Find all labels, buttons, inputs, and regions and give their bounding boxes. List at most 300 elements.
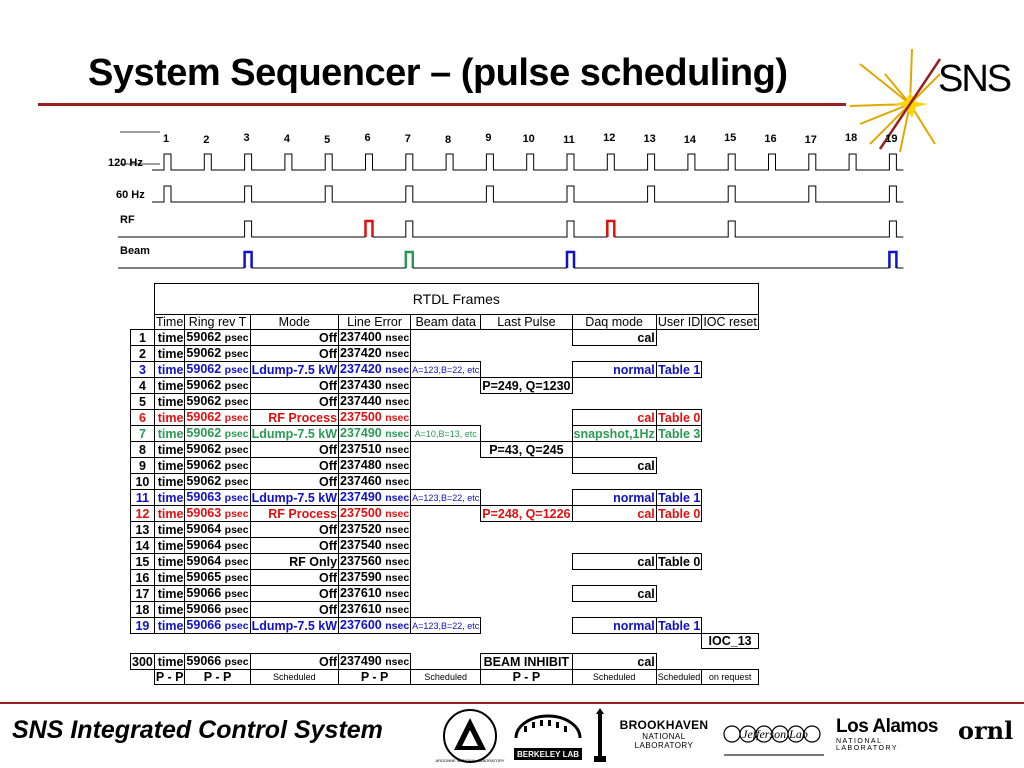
table-row: [131, 602, 759, 618]
daq-mode-cell: normal: [572, 618, 656, 634]
ring-rev-cell: [185, 554, 250, 570]
column-header: Mode: [250, 315, 338, 330]
unit: nsec: [385, 556, 410, 568]
beam-data-cell: [411, 554, 481, 570]
pulse-number-11: 11: [563, 134, 575, 146]
frame-number: 15: [131, 554, 155, 570]
mode-cell: Off: [250, 654, 338, 670]
line-error-cell: [339, 442, 411, 458]
unit: nsec: [385, 460, 410, 472]
line-error-cell: [339, 618, 411, 634]
line-error-cell: [339, 362, 411, 378]
line-value: 237490: [340, 426, 382, 440]
mode-cell: Off: [250, 570, 338, 586]
ring-value: 59063: [186, 506, 222, 520]
time-cell: time: [154, 362, 185, 378]
user-id-cell: [656, 442, 702, 458]
time-cell: time: [154, 602, 185, 618]
beam-data-cell: [411, 346, 481, 362]
last-pulse-cell: [481, 458, 572, 474]
pulse-3-3: [245, 252, 252, 268]
los-alamos-logo-title: Los Alamos: [836, 716, 938, 737]
line-value: 237480: [340, 458, 382, 472]
ring-value: 59062: [186, 474, 222, 488]
user-id-cell: [656, 378, 702, 394]
brookhaven-logo: [614, 718, 714, 758]
line-value: 237500: [340, 506, 382, 520]
table-row: [131, 490, 759, 506]
line-error-cell: [339, 554, 411, 570]
pulse-number-8: 8: [445, 134, 452, 146]
ioc-reset-cell: [702, 330, 759, 346]
timing-label-2: RF: [120, 214, 135, 226]
pulse-number-2: 2: [203, 134, 210, 146]
mode-cell: Off: [250, 442, 338, 458]
line-value: 237610: [340, 602, 382, 616]
beam-data-cell: A=10,B=13, etc: [411, 426, 481, 442]
unit: psec: [224, 396, 249, 408]
ring-value: 59062: [186, 346, 222, 360]
unit: psec: [224, 476, 249, 488]
table-row: [131, 654, 759, 670]
beam-data-cell: [411, 410, 481, 426]
berkeley-lab-logo-text: BERKELEY LAB: [516, 750, 580, 759]
user-id-cell: Table 1: [658, 618, 701, 633]
frame-number: 18: [131, 602, 155, 618]
table-row: [131, 458, 759, 474]
ring-rev-cell: [185, 426, 250, 442]
mode-cell: Off: [250, 586, 338, 602]
unit: psec: [224, 540, 249, 552]
ring-rev-cell: [185, 654, 250, 670]
unit: nsec: [385, 492, 410, 504]
brookhaven-logo-title: BROOKHAVEN: [619, 718, 709, 732]
user-id-cell: [656, 330, 702, 346]
last-pulse-cell: [481, 602, 572, 618]
time-cell: time: [154, 458, 185, 474]
line-error-cell: [339, 426, 411, 442]
mode-cell: Off: [250, 346, 338, 362]
ioc-reset-value: IOC_13: [702, 634, 759, 649]
mode-cell: Off: [250, 458, 338, 474]
mode-cell: Off: [250, 330, 338, 346]
last-pulse-cell: [481, 410, 572, 426]
sns-logo-text: SNS: [938, 58, 1011, 100]
last-pulse-cell: [481, 362, 572, 378]
beam-data-cell: A=123,B=22, etc: [411, 362, 481, 378]
ring-value: 59062: [186, 330, 222, 344]
mode-cell: Ldump-7.5 kW: [251, 362, 338, 377]
timing-line-1: [152, 186, 903, 202]
rtdl-caption: RTDL Frames: [154, 284, 758, 315]
unit: nsec: [385, 380, 410, 392]
pulse-2-6: [366, 221, 373, 237]
column-header: User ID: [657, 315, 701, 329]
ring-rev-cell: [185, 410, 250, 426]
time-cell: time: [154, 426, 185, 442]
pulse-number-13: 13: [643, 133, 656, 145]
column-header: Line Error: [339, 315, 411, 330]
table-row: [131, 554, 759, 570]
beam-data-cell: A=123,B=22, etc: [411, 490, 481, 506]
empty-cell: [131, 284, 155, 315]
ring-value: 59062: [186, 362, 222, 376]
line-error-cell: [339, 506, 411, 522]
daq-mode-cell: [572, 602, 656, 618]
daq-mode-cell: snapshot,1Hz: [573, 426, 655, 441]
line-error-cell: [339, 394, 411, 410]
user-id-cell: Table 1: [658, 490, 701, 505]
frame-number: 14: [131, 538, 155, 554]
line-error-cell: [339, 586, 411, 602]
unit: nsec: [385, 444, 410, 456]
daq-mode-cell: [572, 538, 656, 554]
table-row: [131, 394, 759, 410]
empty-cell: [154, 634, 185, 649]
pulse-number-18: 18: [844, 132, 858, 144]
daq-mode-cell: [572, 570, 656, 586]
ring-rev-cell: [185, 394, 250, 410]
user-id-cell: Table 3: [658, 426, 701, 441]
line-error-cell: [339, 490, 411, 506]
line-error-cell: [339, 602, 411, 618]
table-row: [131, 522, 759, 538]
daq-mode-cell: [572, 474, 656, 490]
ring-value: 59066: [186, 602, 222, 616]
pulse-number-3: 3: [243, 132, 250, 144]
frame-number: 10: [131, 474, 155, 490]
rtdl-frames-table: [130, 283, 759, 685]
time-cell: time: [154, 442, 185, 458]
line-value: 237430: [340, 378, 382, 392]
pulse-number-15: 15: [724, 132, 737, 144]
unit: psec: [224, 332, 249, 344]
user-id-cell: [656, 586, 702, 602]
beam-data-cell: [411, 570, 481, 586]
pulse-number-6: 6: [364, 132, 371, 144]
ioc-reset-cell: [702, 458, 759, 474]
frame-number: 8: [131, 442, 155, 458]
unit: nsec: [385, 508, 410, 520]
table-row: [131, 426, 759, 442]
argonne-logo-text: ARGONNE NATIONAL LABORATORY: [435, 758, 505, 763]
mode-cell: Off: [250, 602, 338, 618]
beam-data-cell: [411, 538, 481, 554]
time-cell: time: [154, 330, 185, 346]
ioc-reset-cell: [702, 570, 759, 586]
footer-title: SNS Integrated Control System: [12, 716, 383, 744]
user-id-cell: Table 0: [658, 410, 701, 425]
empty-cell: [131, 670, 155, 685]
table-row: [131, 346, 759, 362]
unit: nsec: [385, 620, 410, 632]
frame-number: 300: [132, 654, 153, 669]
frame-number: 5: [131, 394, 155, 410]
table-row: [131, 538, 759, 554]
ring-value: 59064: [186, 538, 222, 552]
ring-rev-cell: [185, 538, 250, 554]
ioc-reset-cell: [702, 442, 759, 458]
table-footer-cell: on request: [702, 670, 759, 685]
line-value: 237440: [340, 394, 382, 408]
berkeley-lab-logo: [510, 708, 586, 764]
daq-mode-cell: cal: [572, 410, 656, 426]
column-header: IOC reset: [703, 315, 757, 329]
mode-cell: Ldump-7.5 kW: [251, 426, 338, 441]
last-pulse-cell: P=249, Q=1230: [482, 378, 571, 393]
beam-data-cell: [411, 394, 481, 410]
frame-number: 4: [131, 378, 155, 394]
ioc-reset-cell: [702, 506, 759, 522]
last-pulse-cell: [481, 346, 572, 362]
brookhaven-logo-subtitle: NATIONAL LABORATORY: [634, 732, 694, 750]
table-row: [131, 362, 759, 378]
daq-mode-cell: cal: [572, 330, 656, 346]
mode-cell: Off: [250, 394, 338, 410]
line-value: 237500: [340, 410, 382, 424]
unit: psec: [224, 348, 249, 360]
pulse-number-9: 9: [485, 132, 492, 144]
ring-rev-cell: [185, 378, 250, 394]
unit: nsec: [385, 364, 410, 376]
unit: nsec: [385, 524, 410, 536]
table-row: [131, 378, 759, 394]
unit: psec: [224, 556, 249, 568]
title-rule: [38, 103, 846, 106]
ring-rev-cell: [185, 362, 250, 378]
frame-number: 1: [131, 330, 155, 346]
page-title: System Sequencer – (pulse scheduling): [88, 52, 788, 94]
ioc-reset-cell: [702, 426, 759, 442]
line-value: 237400: [340, 330, 382, 344]
line-error-cell: [339, 522, 411, 538]
unit: psec: [224, 656, 249, 668]
time-cell: time: [154, 394, 185, 410]
user-id-cell: [656, 602, 702, 618]
empty-cell: [481, 634, 572, 649]
frame-number: 7: [131, 426, 155, 442]
unit: psec: [224, 460, 249, 472]
pulse-timing-diagram: [0, 120, 1024, 280]
unit: nsec: [385, 332, 410, 344]
unit: nsec: [385, 428, 410, 440]
user-id-cell: Table 0: [658, 506, 701, 521]
table-row: [131, 506, 759, 522]
time-cell: time: [154, 346, 185, 362]
beam-data-cell: [411, 330, 481, 346]
line-value: 237490: [340, 490, 382, 504]
jefferson-lab-logo: [720, 708, 830, 764]
ioc-reset-cell: [702, 602, 759, 618]
daq-mode-cell: cal: [572, 586, 656, 602]
timing-label-0: 120 Hz: [108, 157, 143, 169]
ring-value: 59066: [186, 586, 222, 600]
time-cell: time: [154, 586, 185, 602]
time-cell: time: [154, 490, 185, 506]
ring-rev-cell: [185, 522, 250, 538]
table-footer-cell: Scheduled: [411, 670, 481, 685]
pulse-2-12: [607, 221, 614, 237]
column-header: Ring rev T: [185, 315, 250, 330]
unit: psec: [224, 572, 249, 584]
ioc-reset-cell: [702, 410, 759, 426]
los-alamos-logo: [836, 716, 946, 756]
los-alamos-logo-subtitle: NATIONAL LABORATORY: [836, 738, 899, 752]
ring-value: 59062: [186, 458, 222, 472]
frame-number: 16: [131, 570, 155, 586]
table-row: [131, 410, 759, 426]
ring-rev-cell: [185, 490, 250, 506]
last-pulse-cell: [481, 330, 572, 346]
daq-mode-cell: cal: [572, 554, 656, 570]
mode-cell: Ldump-7.5 kW: [251, 490, 338, 505]
ring-value: 59066: [186, 618, 222, 632]
daq-mode-cell: [572, 394, 656, 410]
unit: nsec: [385, 572, 410, 584]
last-pulse-cell: [481, 522, 572, 538]
line-value: 237590: [340, 570, 382, 584]
daq-mode-cell: normal: [572, 490, 656, 506]
daq-mode-cell: [572, 442, 656, 458]
line-value: 237600: [340, 618, 382, 632]
user-id-cell: Table 1: [658, 362, 701, 377]
jefferson-lab-logo-text: Jefferson Lab: [742, 727, 808, 741]
time-cell: time: [154, 570, 185, 586]
ioc-reset-cell: [702, 586, 759, 602]
line-error-cell: [339, 570, 411, 586]
column-header: Last Pulse: [481, 315, 572, 330]
pulse-3-11: [567, 252, 574, 268]
beam-data-cell: [411, 654, 481, 670]
time-cell: time: [154, 410, 185, 426]
table-row: [131, 330, 759, 346]
unit: nsec: [385, 604, 410, 616]
user-id-cell: [656, 522, 702, 538]
ring-rev-cell: [185, 474, 250, 490]
ioc-reset-cell: [702, 538, 759, 554]
last-pulse-cell: [481, 554, 572, 570]
time-cell: time: [154, 554, 185, 570]
ring-value: 59062: [186, 378, 222, 392]
mode-cell: RF Only: [250, 554, 338, 570]
last-pulse-cell: [481, 538, 572, 554]
ornl-logo: ornl: [958, 716, 1014, 745]
line-value: 237540: [340, 538, 382, 552]
frame-number: 11: [131, 490, 155, 506]
timing-label-1: 60 Hz: [116, 189, 145, 201]
table-footer-cell: P - P: [155, 670, 184, 684]
unit: nsec: [385, 476, 410, 488]
line-error-cell: [339, 474, 411, 490]
time-cell: time: [154, 474, 185, 490]
timing-label-3: Beam: [120, 245, 150, 257]
ioc-reset-cell: [702, 346, 759, 362]
user-id-cell: Table 0: [658, 554, 701, 569]
unit: psec: [224, 428, 249, 440]
unit: psec: [224, 380, 249, 392]
empty-cell: [250, 634, 338, 649]
last-pulse-cell: [481, 426, 572, 442]
daq-mode-cell: [572, 346, 656, 362]
ring-value: 59062: [186, 442, 222, 456]
frame-number: 3: [131, 362, 155, 378]
last-pulse-cell: P=248, Q=1226: [482, 506, 571, 521]
last-pulse-cell: [481, 618, 572, 634]
table-row: [131, 586, 759, 602]
table-footer-cell: Scheduled: [656, 670, 702, 685]
ring-value: 59062: [186, 394, 222, 408]
unit: psec: [224, 492, 249, 504]
beam-data-cell: [411, 378, 481, 394]
mode-cell: Off: [250, 538, 338, 554]
user-id-cell: [656, 654, 702, 670]
pulse-number-5: 5: [324, 134, 331, 146]
beam-data-cell: A=123,B=22, etc: [411, 618, 481, 634]
ring-rev-cell: [185, 618, 250, 634]
beam-data-cell: [411, 522, 481, 538]
table-footer-cell: P - P: [339, 670, 411, 685]
timing-line-0: [152, 154, 903, 170]
argonne-logo: [435, 708, 505, 764]
frame-number: 2: [131, 346, 155, 362]
unit: psec: [224, 588, 249, 600]
line-value: 237490: [340, 654, 382, 668]
line-value: 237510: [340, 442, 382, 456]
user-id-cell: [656, 458, 702, 474]
beam-data-cell: [411, 586, 481, 602]
user-id-cell: [656, 394, 702, 410]
pulse-number-7: 7: [404, 133, 411, 145]
unit: nsec: [385, 588, 410, 600]
column-header: Beam data: [411, 315, 481, 330]
unit: psec: [224, 508, 249, 520]
ring-value: 59065: [186, 570, 222, 584]
ioc-reset-cell: [702, 618, 759, 634]
pulse-3-7: [406, 252, 413, 268]
table-footer-cell: P - P: [185, 670, 250, 685]
ring-value: 59062: [186, 426, 222, 440]
ring-rev-cell: [185, 346, 250, 362]
empty-cell: [185, 634, 250, 649]
pulse-3-19: [889, 252, 896, 268]
mode-cell: Ldump-7.5 kW: [251, 618, 338, 633]
beam-data-cell: [411, 506, 481, 522]
line-error-cell: [339, 330, 411, 346]
ioc-reset-cell: [702, 554, 759, 570]
empty-cell: [131, 634, 155, 649]
time-cell: time: [154, 618, 185, 634]
daq-mode-cell: [572, 378, 656, 394]
line-error-cell: [339, 458, 411, 474]
line-error-cell: [339, 410, 411, 426]
ring-value: 59066: [186, 654, 222, 668]
empty-cell: [656, 634, 702, 649]
line-value: 237560: [340, 554, 382, 568]
pulse-number-14: 14: [683, 134, 697, 146]
ring-rev-cell: [185, 602, 250, 618]
user-id-cell: [656, 474, 702, 490]
pulse-number-1: 1: [162, 133, 170, 145]
time-cell: time: [154, 378, 185, 394]
empty-cell: [411, 634, 481, 649]
ring-rev-cell: [185, 458, 250, 474]
pulse-number-19: 19: [885, 133, 898, 145]
ioc-reset-cell: [702, 394, 759, 410]
pulse-number-17: 17: [804, 134, 817, 146]
last-pulse-cell: [481, 394, 572, 410]
ring-value: 59064: [186, 554, 222, 568]
unit: nsec: [385, 540, 410, 552]
